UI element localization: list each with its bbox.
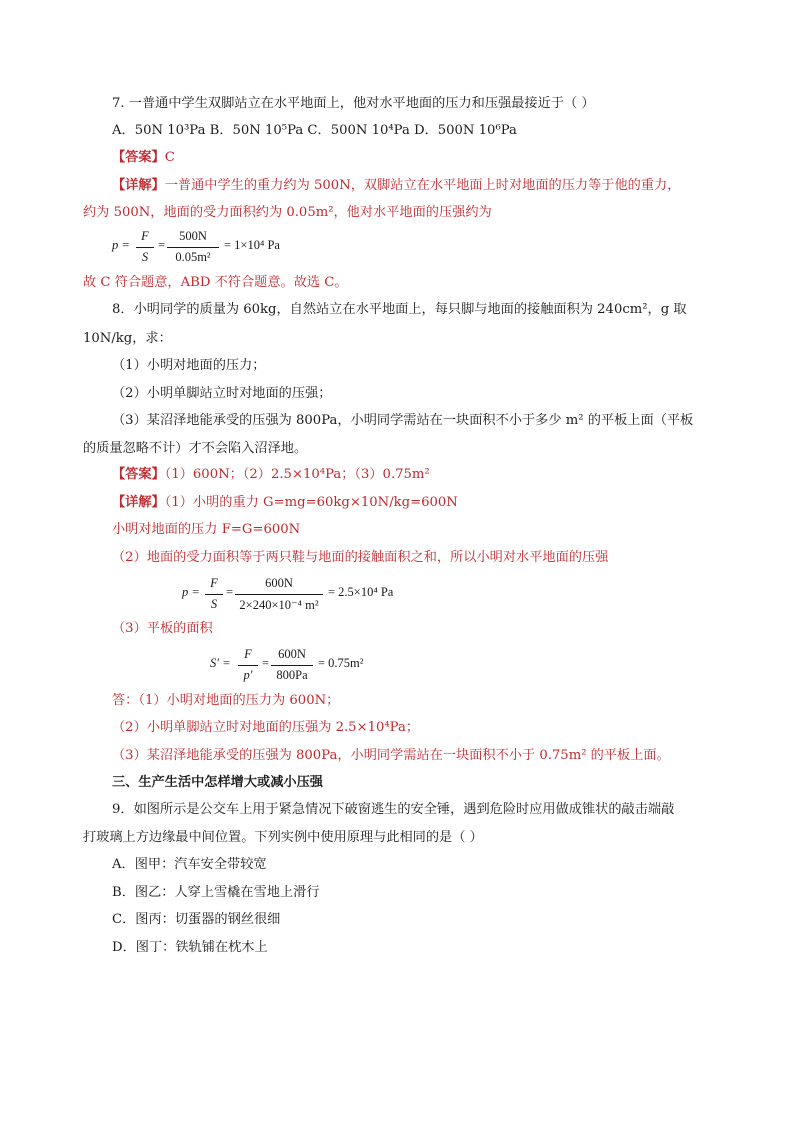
- fraction-denominator: 2×240×10⁻⁴ m²: [239, 598, 319, 612]
- fraction-numerator: F: [210, 576, 218, 590]
- q8-stem-2: 10N/kg，求：: [83, 331, 172, 346]
- q8-detail-4: （3）平板的面积: [112, 621, 213, 636]
- q8-detail-1: （1）小明的重力 G=mg=60kg×10N/kg=600N: [164, 495, 458, 510]
- fraction-bar: [235, 594, 323, 595]
- q8-sub-3-2: 的质量忽略不计）才不会陷入沼泽地。: [83, 441, 308, 456]
- detail-tag: 【详解】: [112, 495, 165, 510]
- q9-option-c: C．图丙：切蛋器的钢丝很细: [112, 912, 281, 927]
- fraction-bar: [205, 594, 223, 595]
- q9-option-b: B．图乙：人穿上雪橇在雪地上滑行: [112, 885, 320, 900]
- q7-options: A．50N 10³Pa B．50N 10⁵Pa C．500N 10⁴Pa D．500N 10⁶Pa: [112, 123, 517, 138]
- q7-conclusion: 故 C 符合题意，ABD 不符合题意。故选 C。: [83, 275, 348, 290]
- fraction-denominator: 800Pa: [276, 668, 308, 682]
- formula-fraction-f-over-s: [205, 576, 223, 616]
- detail-tag: 【详解】: [112, 178, 165, 193]
- formula-lhs: p =: [112, 238, 130, 252]
- fraction-bar: [167, 247, 219, 248]
- fraction-denominator: S: [210, 597, 218, 611]
- fraction-numerator: 600N: [278, 647, 306, 661]
- q9-option-d: D．图丁：铁轨铺在枕木上: [112, 940, 268, 955]
- q9-stem-1: 9．如图所示是公交车上用于紧急情况下破窗逃生的安全锤，遇到危险时应用做成锥状的敲击端敲: [112, 802, 675, 817]
- q7-detail-1: 一普通中学生的重力约为 500N，双脚站立在水平地面上时对地面的压力等于他的重力，: [164, 178, 681, 193]
- formula-fraction-f-over-s: [136, 229, 154, 269]
- fraction-denominator: p′: [243, 668, 253, 682]
- q8-answer-row: [112, 466, 430, 484]
- q7-answer: C: [164, 150, 175, 165]
- q9-stem-2: 打玻璃上方边缘最中间位置。下列实例中使用原理与此相同的是（ ）: [83, 830, 483, 845]
- q8-sub-2: （2）小明单脚站立时对地面的压强；: [112, 386, 332, 401]
- q7-answer-row: [112, 149, 175, 167]
- formula-lhs: p =: [182, 585, 200, 599]
- fraction-bar: [238, 665, 258, 666]
- q8-detail-2: 小明对地面的压力 F=G=600N: [112, 522, 301, 537]
- fraction-bar: [271, 665, 313, 666]
- q7-detail-row: [112, 177, 680, 195]
- q8-answer: （1）600N；（2）2.5×10⁴Pa；（3）0.75m²: [164, 467, 430, 482]
- formula-result: = 1×10⁴ Pa: [224, 238, 280, 252]
- q8-reply-2: （2）小明单脚站立时对地面的压强为 2.5×10⁴Pa；: [112, 720, 420, 735]
- q8-detail-row: [112, 494, 458, 512]
- q7-detail-2: 约为 500N，地面的受力面积约为 0.05m²，他对水平地面的压强约为: [83, 205, 492, 220]
- formula-equals: =: [262, 656, 270, 670]
- formula-fraction-values: [271, 647, 313, 687]
- fraction-denominator: S: [141, 250, 149, 264]
- q7-stem: 7. 一普通中学生双脚站立在水平地面上，他对水平地面的压力和压强最接近于（ ）: [112, 96, 595, 111]
- section-heading: 三、生产生活中怎样增大或减小压强: [112, 775, 323, 790]
- fraction-numerator: F: [141, 229, 149, 243]
- fraction-numerator: 600N: [265, 576, 293, 590]
- fraction-bar: [136, 247, 154, 248]
- formula-result: = 2.5×10⁴ Pa: [328, 585, 394, 599]
- q8-sub-1: （1）小明对地面的压力；: [112, 358, 266, 373]
- formula-fraction-values: [235, 576, 323, 616]
- q9-option-a: A．图甲：汽车安全带较宽: [112, 857, 267, 872]
- fraction-denominator: 0.05m²: [175, 250, 211, 264]
- q8-reply-1: 答：（1）小明对地面的压力为 600N；: [112, 693, 340, 708]
- fraction-numerator: F: [244, 647, 252, 661]
- q8-sub-3-1: （3）某沼泽地能承受的压强为 800Pa，小明同学需站在一块面积不小于多少 m² 的平板上面（平板: [112, 413, 694, 428]
- q8-detail-3: （2）地面的受力面积等于两只鞋与地面的接触面积之和，所以小明对水平地面的压强: [112, 550, 609, 565]
- formula-fraction-f-over-p: [238, 647, 258, 687]
- formula-equals: =: [226, 585, 234, 599]
- q8-reply-3: （3）某沼泽地能承受的压强为 800Pa，小明同学需站在一块面积不小于 0.75m² 的平板上面。: [112, 748, 670, 763]
- formula-fraction-values: [167, 229, 219, 269]
- q8-stem-1: 8．小明同学的质量为 60kg，自然站立在水平地面上，每只脚与地面的接触面积为 240cm²，g 取: [112, 302, 687, 317]
- fraction-numerator: 500N: [179, 229, 207, 243]
- formula-result: = 0.75m²: [318, 656, 364, 670]
- answer-tag: 【答案】: [112, 150, 165, 165]
- formula-equals: =: [158, 238, 166, 252]
- answer-tag: 【答案】: [112, 467, 165, 482]
- formula-lhs: S′ =: [210, 656, 231, 670]
